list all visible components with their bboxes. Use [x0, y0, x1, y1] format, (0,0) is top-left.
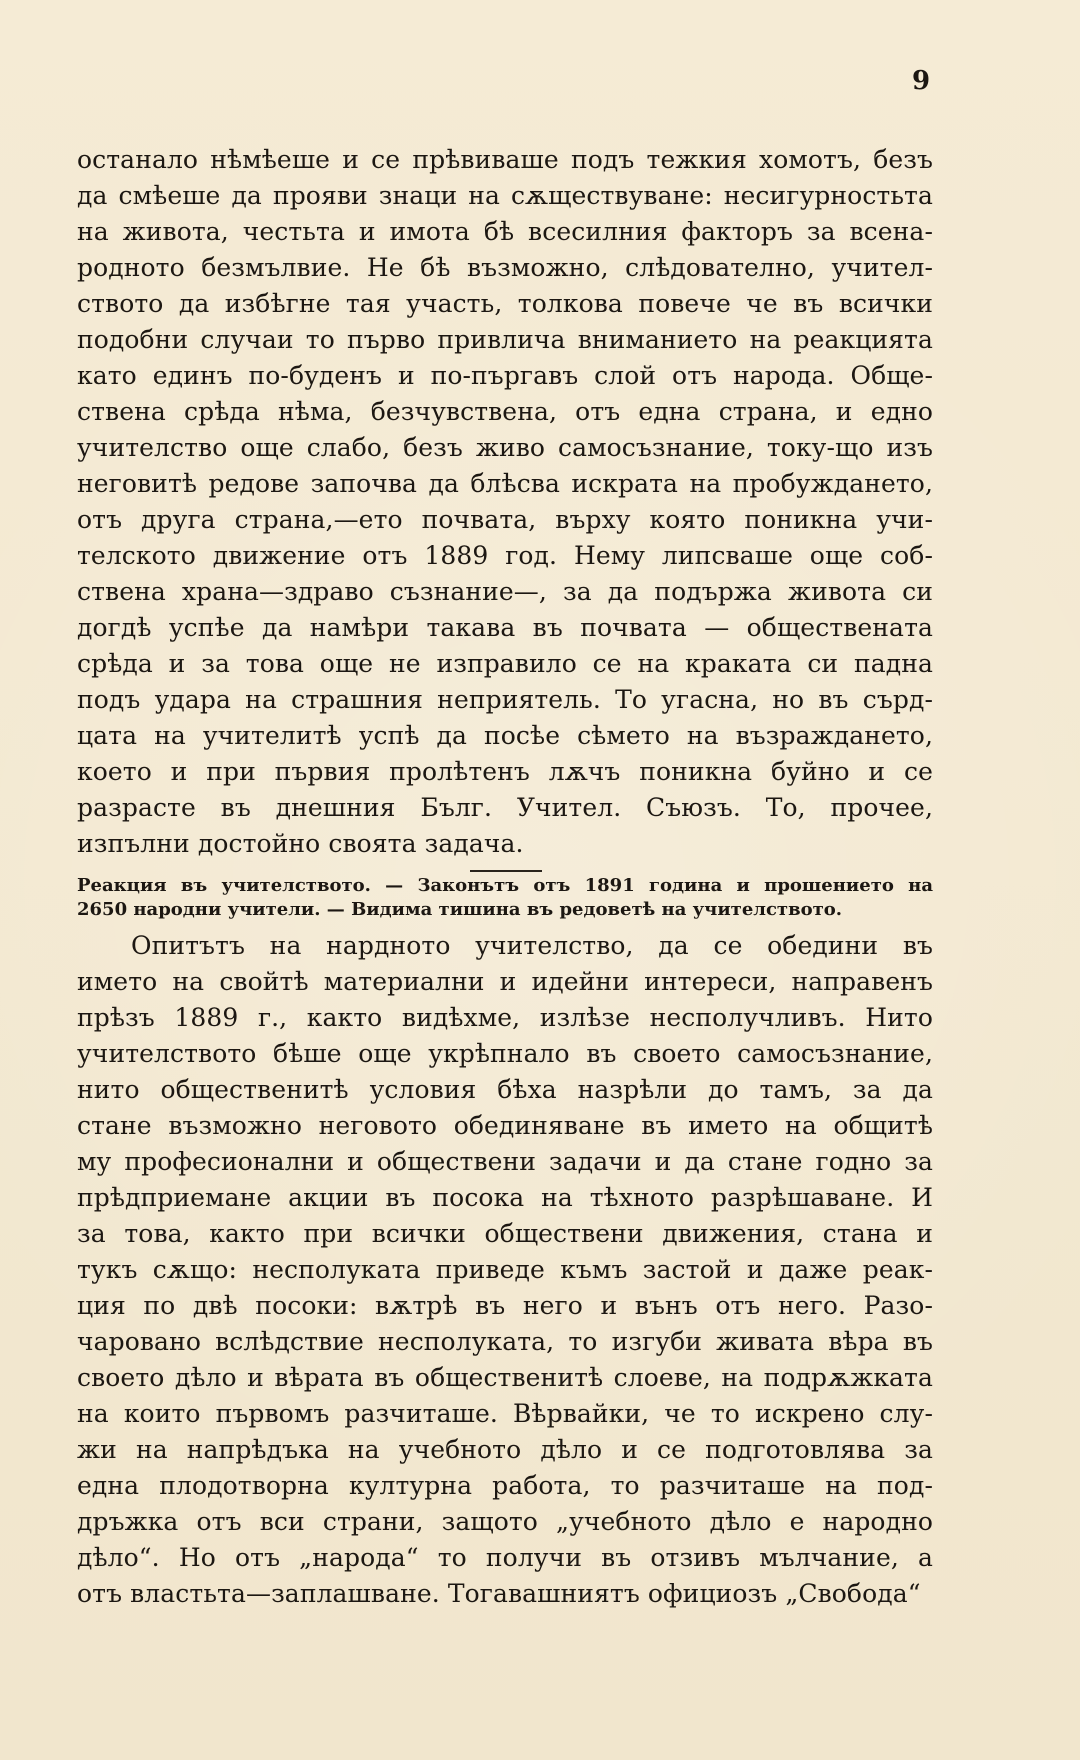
paragraph-line: което и при първия пролѣтенъ лѫчъ поникна буйно и се: [77, 757, 933, 786]
paragraph-line: ството да избѣгне тая участь, толкова повече че въ всички: [77, 289, 933, 318]
paragraph-line: родното безмълвие. Не бѣ възможно, слѣдователно, учител-: [77, 253, 933, 282]
paragraph-line: изпълни достойно своята задача.: [77, 829, 524, 858]
paragraph-line: името на свойтѣ материални и идейни интереси, направенъ: [77, 967, 933, 996]
paragraph-line: стане възможно неговото обединяване въ името на общитѣ: [77, 1111, 933, 1140]
page-number: 9: [912, 66, 931, 96]
paragraph-line: срѣда и за това още не изправило се на краката си падна: [77, 649, 933, 678]
paragraph-line: учителството бѣше още укрѣпнало въ своето самосъзнание,: [77, 1039, 933, 1068]
paragraph-line: жи на напрѣдъка на учебното дѣло и се подготовлява за: [77, 1435, 933, 1464]
paragraph-line: своето дѣло и вѣрата въ общественитѣ слоеве, на подрѫжката: [77, 1363, 933, 1392]
summary-line: 2650 народни учители. — Видима тишина въ редоветѣ на учителството.: [77, 899, 843, 920]
section-summary: [77, 874, 933, 922]
paragraph-line: на които първомъ разчиташе. Вѣрвайки, че то искрено слу-: [77, 1399, 933, 1428]
section-divider: [470, 870, 542, 872]
paragraph-line: ция по двѣ посоки: вѫтрѣ въ него и вънъ отъ него. Разо-: [77, 1291, 933, 1320]
paragraph-line: неговитѣ редове започва да блѣсва искрата на пробуждането,: [77, 469, 933, 498]
paragraph-line: на живота, честьта и имота бѣ всесилния факторъ за всена-: [77, 217, 933, 246]
paragraph-line: догдѣ успѣе да намѣри такава въ почвата — обществената: [77, 613, 933, 642]
paragraph-line: като единъ по-буденъ и по-пъргавъ слой отъ народа. Обще-: [77, 361, 933, 390]
paragraph-line: дѣло“. Но отъ „народа“ то получи въ отзивъ мълчание, а: [77, 1543, 933, 1572]
paragraph-line: чаровано вслѣдствие несполуката, то изгуби живата вѣра въ: [77, 1327, 933, 1356]
paragraph-line: тукъ сѫщо: несполуката приведе къмъ застой и даже реак-: [77, 1255, 933, 1284]
paragraph-line: за това, както при всички обществени движения, стана и: [77, 1219, 933, 1248]
summary-line: Реакция въ учителството. — Законътъ отъ 1891 година и прошението на: [77, 875, 933, 896]
paragraph-line: цата на учителитѣ успѣ да посѣе сѣмето на възраждането,: [77, 721, 933, 750]
paragraph-line: подобни случаи то първо привлича вниманието на реакцията: [77, 325, 933, 354]
paragraph-2: [77, 928, 933, 1612]
paragraph-line: разрасте въ днешния Бълг. Учител. Съюзъ. То, прочее,: [77, 793, 933, 822]
paragraph-line: да смѣеше да прояви знаци на сѫществуване: несигурностьта: [77, 181, 933, 210]
paragraph-line: отъ друга страна,—ето почвата, върху която поникна учи-: [77, 505, 933, 534]
paragraph-line: подъ удара на страшния неприятель. То угасна, но въ сърд-: [77, 685, 933, 714]
paragraph-line: останало нѣмѣеше и се прѣвиваше подъ тежкия хомотъ, безъ: [77, 145, 933, 174]
paragraph-line: дръжка отъ вси страни, защото „учебното дѣло е народно: [77, 1507, 933, 1536]
paragraph-line: прѣзъ 1889 г., както видѣхме, излѣзе несполучливъ. Нито: [77, 1003, 933, 1032]
paragraph-line: отъ властьта—заплашване. Тогавашниятъ официозъ „Свобода“: [77, 1579, 921, 1608]
paragraph-line: една плодотворна културна работа, то разчиташе на под-: [77, 1471, 933, 1500]
paragraph-line: му професионални и обществени задачи и да стане годно за: [77, 1147, 933, 1176]
paragraph-line: ствена храна—здраво съзнание—, за да подържа живота си: [77, 577, 933, 606]
paragraph-line: прѣдприемане акции въ посока на тѣхното разрѣшаване. И: [77, 1183, 933, 1212]
paragraph-line: учителство още слабо, безъ живо самосъзнание, току-що изъ: [77, 433, 933, 462]
paragraph-line: нито общественитѣ условия бѣха назрѣли до тамъ, за да: [77, 1075, 933, 1104]
paragraph-1: [77, 142, 933, 862]
paragraph-line: ствена срѣда нѣма, безчувствена, отъ една страна, и едно: [77, 397, 933, 426]
paragraph-line: телското движение отъ 1889 год. Нему липсваше още соб-: [77, 541, 933, 570]
paragraph-line: Опитътъ на нардното учителство, да се обедини въ: [131, 931, 933, 960]
